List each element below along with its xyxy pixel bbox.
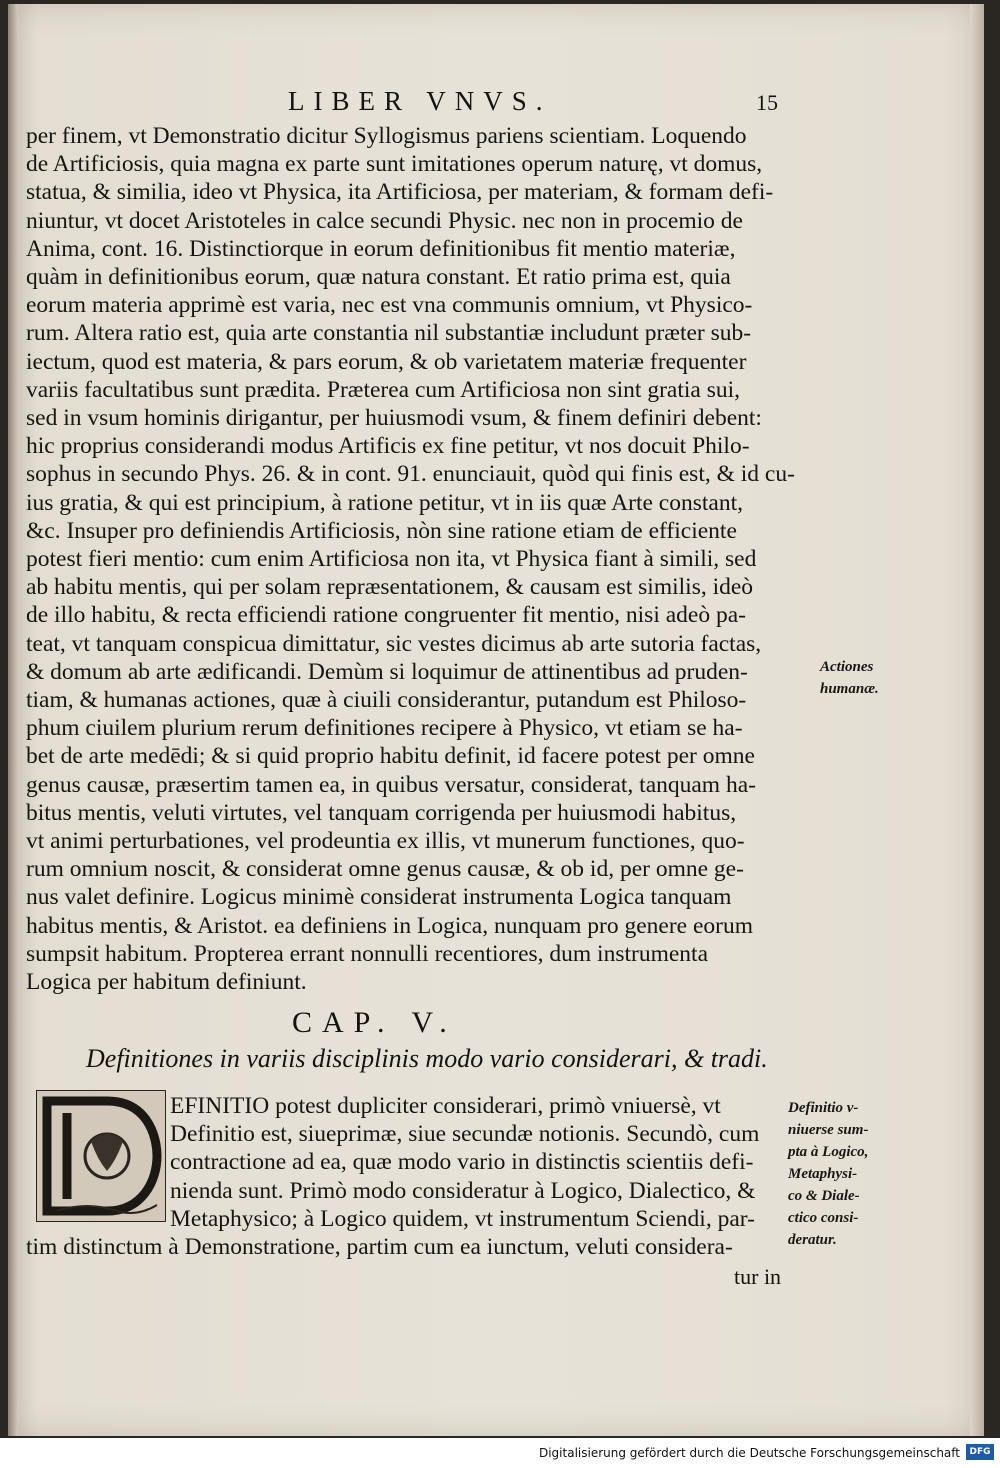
margin-note-line: co & Diale- [788,1188,860,1204]
margin-note-line: deratur. [788,1232,837,1248]
text-line: variis facultatibus sunt prædita. Præterea cum Artificiosa non sint gratia sui, [26,376,740,403]
text-line: rum. Altera ratio est, quia arte constantia nil substantiæ includunt præter sub- [26,320,752,347]
text-line: genus causæ, præsertim tamen ea, in quibus versatur, considerat, tanquam ha- [26,771,756,798]
page-edge-left [8,4,18,1436]
text-line: de Artificiosis, quia magna ex parte sunt imitationes operum naturę, vt domus, [26,151,763,178]
text-line: &c. Insuper pro definiendis Artificiosis, nòn sine ratione etiam de efficiente [26,517,737,544]
running-title: LIBER VNVS. [288,86,552,116]
text-line: hic proprius considerandi modus Artificis ex fine petitur, vt nos docuit Philo- [26,433,750,460]
text-line: ab habitu mentis, qui per solam repræsentationem, & causam est similis, ideò [26,574,754,601]
text-line: teat, vt tanquam conspicua dimittatur, sic vestes dicimus ab arte sutoria factas, [26,630,762,657]
text-line: & domum ab arte ædificandi. Demùm si loquimur de attinentibus ad pruden- [26,658,748,685]
text-line: per finem, vt Demonstratio dicitur Syllogismus pariens scientiam. Loquendo [26,123,747,149]
text-line: tiam, & humanas actiones, quæ à ciuili considerantur, putandum est Philoso- [26,687,747,714]
page-edge-right [970,4,984,1436]
margin-note-line: humanæ. [820,681,879,697]
text-line: quàm in definitionibus eorum, quæ natura constant. Et ratio prima est, quia [26,264,731,291]
text-line: potest fieri mentio: cum enim Artificiosa non ita, vt Physica fiant à simili, sed [26,546,757,573]
chapter-title: Definitiones in variis disciplinis modo vario considerari, & tradi. [86,1044,768,1073]
text-line: Anima, cont. 16. Distinctiorque in eorum definitionibus fit mentio materiæ, [26,235,736,262]
margin-note-definitio [788,1097,868,1251]
footer-bar [0,1438,1000,1468]
text-line: Metaphysico; à Logico quidem, vt instrumentum Sciendi, par- [170,1205,755,1232]
text-line: iectum, quod est materia, & pars eorum, & ob varietatem materiæ frequenter [26,348,747,375]
margin-note-line: Metaphysi- [788,1166,858,1182]
text-line: statua, & similia, ideo vt Physica, ita Artificiosa, per materiam, & formam defi- [26,179,774,206]
margin-note-line: ctico consi- [788,1210,859,1226]
text-line: niuntur, vt docet Aristoteles in calce secundi Physic. nec non in procemio de [26,207,743,234]
dfg-logo[interactable]: DFG [966,1444,994,1460]
text-line: de illo habitu, & recta efficiendi ratione congruenter fit mentio, nisi adeò pa- [26,602,746,629]
margin-note-actiones [820,656,879,700]
text-line: bitus mentis, veluti virtutes, vel tanquam corrigenda per huiusmodi habitus, [26,799,737,826]
text-line: phum ciuilem plurium rerum definitiones recipere à Physico, vt etiam se ha- [26,715,743,742]
text-line: ius gratia, & qui est principium, à ratione petitur, vt in iis quæ Arte constant, [26,489,743,516]
text-line: eorum materia apprimè est varia, nec est vna communis omnium, vt Physico- [26,292,753,319]
text-line: Definitio est, siueprimæ, siue secundæ notionis. Secundò, cum [170,1121,760,1148]
margin-note-line: Definitio v- [788,1100,859,1116]
text-line: nienda sunt. Primò modo consideratur à Logico, Dialectico, & [170,1177,756,1204]
margin-note-line: Actiones [820,659,874,675]
text-line: contractione ad ea, quæ modo vario in distinctis scientiis defi- [170,1149,754,1176]
text-line: habitus mentis, & Aristot. ea definiens in Logica, nunquam pro genere eorum [26,912,754,939]
margin-note-line: pta à Logico, [788,1144,869,1160]
text-line: EFINITIO potest dupliciter considerari, primò vniuersè, vt [170,1093,721,1119]
text-line: nus valet definire. Logicus minimè considerat instrumenta Logica tanquam [26,884,732,911]
text-line: vt animi perturbationes, vel prodeuntia ex illis, vt munerum functiones, quo- [26,828,745,855]
catchword: tur in [734,1264,782,1289]
chapter-heading-text: CAP. V. [292,1006,457,1039]
book-page [8,4,984,1436]
page-number: 15 [756,90,778,115]
main-text [26,122,806,996]
funding-credit: Digitalisierung gefördert durch die Deutsche Forschungsgemeinschaft [538,1446,960,1460]
margin-note-line: niuerse sum- [788,1122,869,1138]
text-line: sed in vsum hominis dirigantur, per huiusmodi vsum, & finem definiri debent: [26,405,762,432]
text-line: bet de arte medēdi; & si quid proprio habitu definit, id facere potest per omne [26,743,755,770]
running-head [8,82,984,122]
text-line: Logica per habitum definiunt. [26,969,307,996]
text-line: rum omnium noscit, & considerat omne genus causæ, & ob id, per omne ge- [26,856,744,883]
chapter-text [26,1092,806,1261]
text-line: sumpsit habitum. Propterea errant nonnulli recentiores, dum instrumenta [26,940,708,967]
text-line: tim distinctum à Demonstratione, partim cum ea iunctum, veluti considera- [26,1234,733,1261]
text-line: sophus in secundo Phys. 26. & in cont. 91. enunciauit, quòd qui finis est, & id cu- [26,461,795,488]
